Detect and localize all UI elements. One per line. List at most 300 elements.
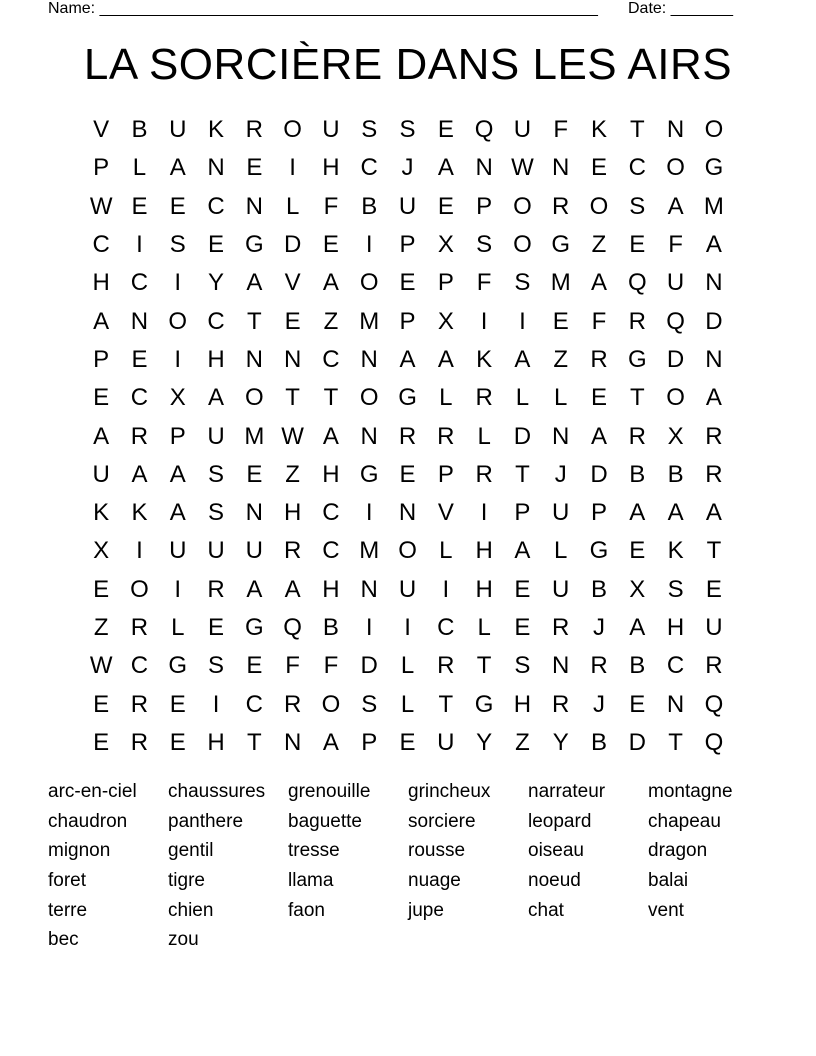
grid-cell: S <box>476 231 493 259</box>
grid-cell: E <box>246 652 263 680</box>
grid-cell: L <box>132 154 147 182</box>
grid-cell: S <box>399 116 416 144</box>
grid-cell: J <box>593 614 605 641</box>
word-list-item: nuage <box>408 870 461 892</box>
letter-grid <box>82 111 733 762</box>
grid-cell: N <box>552 652 570 680</box>
grid-cell: N <box>245 499 263 527</box>
grid-cell: A <box>169 499 186 527</box>
grid-cell: R <box>437 422 455 450</box>
grid-cell: O <box>666 154 685 182</box>
grid-cell: E <box>131 192 148 220</box>
grid-cell: Z <box>515 728 530 756</box>
word-list-item: faon <box>288 899 325 921</box>
word-list-item: zou <box>168 929 199 951</box>
grid-cell: I <box>480 307 488 335</box>
grid-cell: C <box>322 537 340 565</box>
grid-cell: T <box>247 728 262 756</box>
grid-cell: Z <box>93 614 109 641</box>
grid-cell: A <box>322 422 339 450</box>
grid-cell: P <box>169 422 186 450</box>
grid-cell: Z <box>553 345 569 373</box>
grid-cell: R <box>475 384 493 412</box>
grid-cell: K <box>131 499 148 527</box>
grid-cell: H <box>207 728 225 756</box>
grid-cell: X <box>169 384 186 412</box>
grid-cell: G <box>168 652 188 680</box>
grid-cell: R <box>283 690 302 718</box>
grid-cell: N <box>475 154 493 182</box>
grid-cell: I <box>212 690 220 718</box>
grid-cell: T <box>706 537 722 565</box>
grid-cell: S <box>208 499 225 527</box>
grid-cell: F <box>285 652 300 680</box>
grid-cell: I <box>174 269 182 297</box>
grid-cell: U <box>398 192 417 220</box>
grid-cell: K <box>476 345 493 373</box>
grid-cell: I <box>365 614 373 641</box>
grid-cell: P <box>93 154 110 182</box>
grid-cell: B <box>667 460 684 488</box>
grid-cell: I <box>365 499 373 527</box>
grid-cell: E <box>437 116 454 144</box>
grid-cell: Y <box>552 728 569 756</box>
grid-cell: M <box>359 307 380 335</box>
grid-cell: B <box>591 575 608 603</box>
grid-cell: J <box>593 690 605 718</box>
word-list-item: vent <box>648 899 684 921</box>
word-list <box>48 777 768 955</box>
grid-cell: H <box>513 690 532 718</box>
grid-cell: R <box>590 652 608 680</box>
grid-cell: G <box>398 384 417 412</box>
grid-cell: K <box>667 537 684 565</box>
grid-cell: P <box>437 269 454 297</box>
word-list-item: chaussures <box>168 781 266 802</box>
grid-cell: N <box>283 728 302 756</box>
grid-cell: E <box>169 192 186 220</box>
grid-cell: Q <box>666 307 685 335</box>
grid-cell: A <box>284 575 301 603</box>
grid-cell: T <box>515 460 530 488</box>
grid-cell: I <box>404 614 411 641</box>
grid-cell: A <box>705 384 722 412</box>
grid-cell: B <box>629 652 646 680</box>
grid-cell: O <box>513 231 532 259</box>
grid-cell: A <box>705 499 722 527</box>
grid-cell: H <box>322 154 340 182</box>
grid-cell: B <box>591 728 608 756</box>
grid-cell: T <box>629 116 645 144</box>
grid-cell: W <box>89 652 113 680</box>
grid-cell: N <box>245 192 263 220</box>
grid-cell: N <box>666 116 685 144</box>
grid-cell: L <box>554 384 568 412</box>
grid-cell: C <box>360 154 378 182</box>
grid-cell: Q <box>627 269 647 297</box>
grid-cell: E <box>705 575 722 603</box>
grid-cell: C <box>322 345 340 373</box>
grid-cell: R <box>628 422 646 450</box>
grid-cell: T <box>285 384 300 412</box>
grid-cell: W <box>281 422 304 450</box>
grid-cell: Z <box>591 231 607 259</box>
word-list-item: grincheux <box>408 781 491 802</box>
grid-cell: R <box>398 422 417 450</box>
grid-cell: O <box>245 384 264 412</box>
grid-cell: U <box>398 575 417 603</box>
grid-cell: N <box>705 269 723 297</box>
grid-cell: L <box>400 652 415 680</box>
grid-cell: G <box>245 231 264 259</box>
grid-cell: T <box>476 652 492 680</box>
grid-cell: V <box>284 269 301 297</box>
grid-cell: O <box>513 192 532 220</box>
word-list-item: tigre <box>168 870 205 892</box>
grid-cell: A <box>514 537 531 565</box>
grid-cell: H <box>92 269 110 297</box>
grid-cell: F <box>323 192 339 220</box>
grid-cell: H <box>475 575 493 603</box>
grid-cell: R <box>130 614 149 641</box>
grid-cell: X <box>437 307 454 335</box>
page-title: LA SORCIÈRE DANS LES AIRS <box>83 40 733 89</box>
grid-cell: S <box>514 269 531 297</box>
grid-cell: E <box>284 307 301 335</box>
grid-cell: O <box>704 116 724 144</box>
grid-cell: R <box>705 652 723 680</box>
grid-cell: E <box>246 154 263 182</box>
grid-cell: N <box>398 499 417 527</box>
grid-cell: U <box>705 614 723 641</box>
name-field[interactable]: Name: ________________________________________________________ <box>48 0 598 17</box>
grid-cell: L <box>477 422 491 450</box>
grid-cell: A <box>169 460 186 488</box>
grid-cell: S <box>169 231 186 259</box>
grid-cell: R <box>475 460 493 488</box>
grid-cell: I <box>442 575 450 603</box>
grid-cell: I <box>174 575 182 603</box>
grid-cell: D <box>666 345 685 373</box>
grid-cell: K <box>591 116 608 144</box>
grid-cell: G <box>474 690 494 718</box>
grid-cell: P <box>93 345 110 373</box>
grid-cell: S <box>208 652 225 680</box>
grid-cell: M <box>703 192 724 220</box>
grid-cell: A <box>667 499 684 527</box>
grid-cell: T <box>247 307 262 335</box>
word-list-item: balai <box>648 870 689 892</box>
grid-cell: R <box>207 575 225 603</box>
grid-cell: V <box>437 499 454 527</box>
grid-cell: A <box>131 460 148 488</box>
grid-cell: S <box>514 652 531 680</box>
grid-cell: X <box>437 231 454 259</box>
grid-cell: C <box>130 652 149 680</box>
grid-cell: X <box>93 537 110 565</box>
grid-cell: R <box>245 116 263 144</box>
grid-cell: M <box>550 269 571 297</box>
grid-cell: F <box>591 307 607 335</box>
grid-cell: O <box>130 575 149 603</box>
grid-cell: N <box>360 422 378 450</box>
grid-cell: C <box>245 690 263 718</box>
word-list-item: rousse <box>408 840 466 862</box>
grid-cell: E <box>514 575 531 603</box>
grid-cell: F <box>476 269 492 297</box>
grid-cell: E <box>399 269 416 297</box>
grid-cell: A <box>246 269 263 297</box>
grid-cell: A <box>208 384 225 412</box>
grid-cell: O <box>359 269 379 297</box>
grid-cell: L <box>171 614 185 641</box>
grid-cell: L <box>285 192 300 220</box>
grid-cell: U <box>552 499 570 527</box>
grid-cell: E <box>93 384 110 412</box>
word-list-item: montagne <box>648 781 733 802</box>
grid-cell: R <box>437 652 455 680</box>
grid-cell: I <box>136 231 143 259</box>
grid-cell: A <box>93 307 110 335</box>
grid-cell: O <box>589 192 609 220</box>
grid-cell: C <box>207 192 225 220</box>
grid-cell: H <box>322 460 340 488</box>
grid-cell: R <box>705 460 723 488</box>
grid-cell: J <box>554 460 567 488</box>
word-list-item: leopard <box>528 810 592 832</box>
grid-cell: W <box>511 154 534 182</box>
grid-cell: E <box>629 690 646 718</box>
grid-cell: D <box>283 231 302 259</box>
grid-cell: E <box>169 728 186 756</box>
grid-cell: U <box>437 728 455 756</box>
word-list-item: gentil <box>168 840 214 862</box>
grid-cell: O <box>283 116 302 144</box>
grid-cell: A <box>169 154 186 182</box>
grid-cell: R <box>130 728 149 756</box>
grid-cell: U <box>513 116 532 144</box>
grid-cell: S <box>208 460 225 488</box>
grid-cell: N <box>705 345 723 373</box>
grid-cell: R <box>628 307 646 335</box>
grid-cell: E <box>131 345 148 373</box>
grid-cell: S <box>361 690 378 718</box>
grid-cell: E <box>93 690 110 718</box>
grid-cell: G <box>627 345 647 373</box>
grid-cell: B <box>322 614 339 641</box>
grid-cell: A <box>437 154 454 182</box>
grid-cell: A <box>93 422 110 450</box>
word-list-item: narrateur <box>528 781 606 802</box>
grid-cell: S <box>629 192 646 220</box>
grid-cell: H <box>475 537 493 565</box>
word-list-item: terre <box>48 899 88 921</box>
word-list-item: grenouille <box>288 781 371 802</box>
grid-cell: E <box>93 575 110 603</box>
grid-cell: U <box>666 269 685 297</box>
word-list-item: arc-en-ciel <box>48 781 137 802</box>
grid-cell: E <box>399 460 416 488</box>
grid-cell: R <box>552 690 570 718</box>
grid-cell: X <box>629 575 646 603</box>
grid-cell: A <box>437 345 454 373</box>
grid-cell: Y <box>208 269 225 297</box>
grid-cell: O <box>168 307 188 335</box>
grid-cell: C <box>92 231 110 259</box>
grid-cell: B <box>629 460 646 488</box>
word-list-item: noeud <box>528 870 581 892</box>
grid-cell: N <box>552 154 570 182</box>
grid-cell: H <box>666 614 685 641</box>
grid-cell: R <box>705 422 723 450</box>
grid-cell: P <box>437 460 454 488</box>
grid-cell: I <box>365 231 373 259</box>
grid-cell: E <box>246 460 263 488</box>
grid-cell: N <box>245 345 263 373</box>
grid-cell: C <box>322 499 340 527</box>
grid-cell: U <box>207 537 225 565</box>
grid-cell: I <box>289 154 296 182</box>
word-list-item: jupe <box>408 899 444 921</box>
grid-cell: E <box>322 231 339 259</box>
grid-cell: D <box>628 728 646 756</box>
grid-cell: A <box>667 192 684 220</box>
word-list-item: panthere <box>168 810 244 832</box>
grid-cell: L <box>439 384 453 412</box>
grid-cell: L <box>477 614 491 641</box>
grid-cell: N <box>360 575 378 603</box>
grid-cell: A <box>629 614 646 641</box>
grid-cell: R <box>130 422 149 450</box>
grid-cell: Z <box>285 460 300 488</box>
grid-cell: O <box>359 384 379 412</box>
grid-cell: C <box>130 269 149 297</box>
grid-cell: R <box>283 537 302 565</box>
grid-cell: L <box>554 537 568 565</box>
grid-cell: V <box>93 116 110 144</box>
grid-cell: A <box>591 269 608 297</box>
grid-cell: L <box>515 384 530 412</box>
grid-cell: M <box>244 422 265 450</box>
grid-cell: N <box>207 154 225 182</box>
grid-cell: I <box>174 345 182 373</box>
grid-cell: H <box>207 345 225 373</box>
grid-cell: N <box>130 307 149 335</box>
grid-cell: I <box>519 307 526 335</box>
word-list-item: sorciere <box>408 810 476 832</box>
word-list-item: dragon <box>648 840 708 862</box>
grid-cell: N <box>552 422 570 450</box>
grid-cell: H <box>322 575 340 603</box>
grid-cell: P <box>514 499 531 527</box>
grid-cell: A <box>322 269 339 297</box>
grid-cell: E <box>208 231 225 259</box>
word-list-item: bec <box>48 929 79 951</box>
grid-cell: E <box>591 384 608 412</box>
grid-cell: N <box>360 345 378 373</box>
grid-cell: D <box>590 460 608 488</box>
date-field[interactable]: Date: _______ <box>628 0 733 17</box>
grid-cell: B <box>131 116 148 144</box>
grid-cell: Q <box>474 116 494 144</box>
grid-cell: D <box>705 307 723 335</box>
grid-cell: R <box>590 345 608 373</box>
grid-cell: T <box>323 384 339 412</box>
grid-cell: R <box>130 690 149 718</box>
grid-cell: E <box>591 154 608 182</box>
grid-cell: X <box>667 422 684 450</box>
grid-cell: U <box>169 537 187 565</box>
grid-cell: F <box>668 231 683 259</box>
grid-cell: U <box>245 537 263 565</box>
grid-cell: A <box>629 499 646 527</box>
grid-cell: T <box>668 728 683 756</box>
grid-cell: U <box>169 116 187 144</box>
word-list-item: baguette <box>288 810 362 832</box>
word-list-item: chat <box>528 899 564 921</box>
worksheet-header <box>48 0 740 18</box>
grid-cell: J <box>401 154 414 182</box>
grid-cell: P <box>399 307 416 335</box>
grid-cell: S <box>667 575 684 603</box>
grid-cell: Y <box>476 728 493 756</box>
grid-cell: E <box>208 614 225 641</box>
grid-cell: M <box>359 537 380 565</box>
grid-cell: O <box>666 384 685 412</box>
grid-cell: U <box>552 575 570 603</box>
grid-cell: E <box>629 537 646 565</box>
grid-cell: G <box>704 154 724 182</box>
grid-cell: F <box>323 652 339 680</box>
grid-cell: D <box>513 422 532 450</box>
grid-cell: P <box>591 499 608 527</box>
grid-cell: S <box>361 116 378 144</box>
grid-cell: D <box>360 652 378 680</box>
grid-cell: F <box>553 116 569 144</box>
grid-cell: K <box>93 499 110 527</box>
grid-cell: L <box>439 537 453 565</box>
grid-cell: A <box>322 728 339 756</box>
word-list-item: oiseau <box>528 840 584 862</box>
grid-cell: Q <box>704 690 724 718</box>
grid-cell: A <box>246 575 263 603</box>
grid-cell: N <box>666 690 685 718</box>
word-list-item: llama <box>288 870 334 892</box>
grid-cell: L <box>400 690 415 718</box>
grid-cell: C <box>666 652 685 680</box>
grid-cell: R <box>552 192 570 220</box>
grid-cell: T <box>438 690 454 718</box>
grid-cell: Z <box>323 307 339 335</box>
word-list-item: chien <box>168 899 214 921</box>
grid-cell: E <box>552 307 569 335</box>
grid-cell: A <box>399 345 416 373</box>
grid-cell: G <box>245 614 264 641</box>
grid-cell: E <box>169 690 186 718</box>
grid-cell: N <box>283 345 302 373</box>
grid-cell: U <box>322 116 340 144</box>
word-list-item: chaudron <box>48 810 128 832</box>
grid-cell: P <box>361 728 378 756</box>
grid-cell: G <box>359 460 379 488</box>
grid-cell: O <box>321 690 341 718</box>
grid-cell: P <box>399 231 416 259</box>
grid-cell: E <box>514 614 531 641</box>
grid-cell: G <box>589 537 609 565</box>
grid-cell: C <box>130 384 149 412</box>
grid-cell: R <box>552 614 570 641</box>
grid-cell: C <box>628 154 646 182</box>
